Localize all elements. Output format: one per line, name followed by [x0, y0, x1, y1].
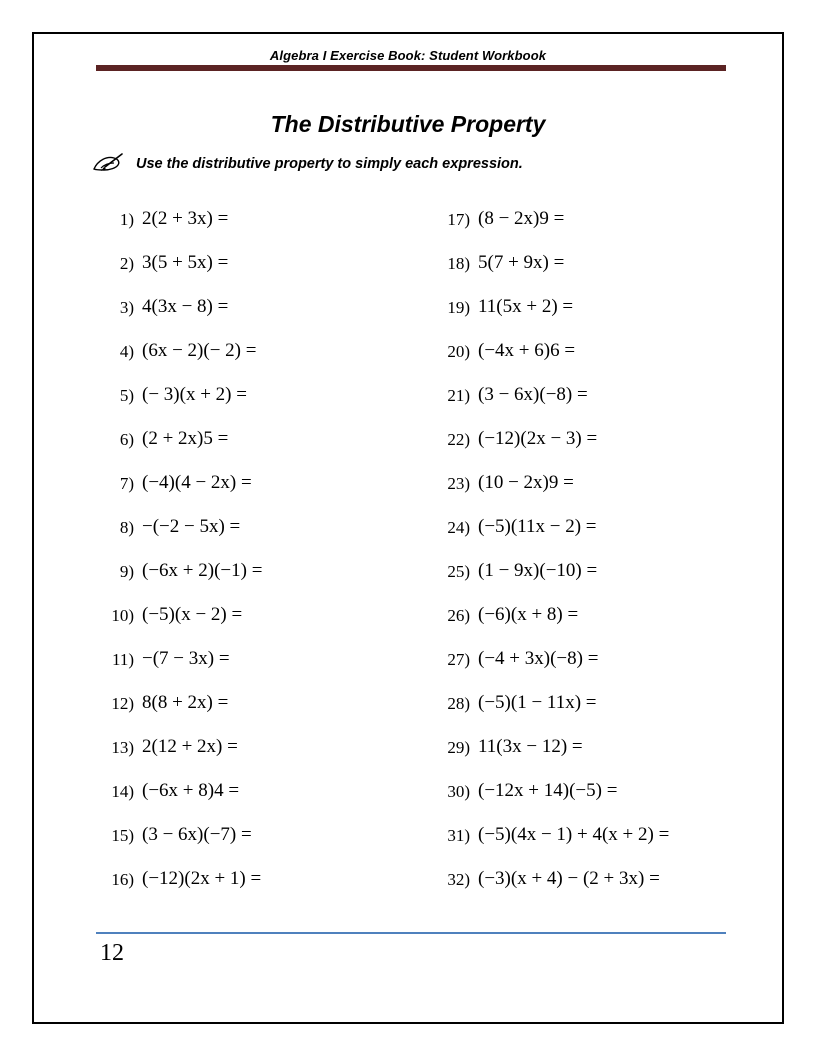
problem-expression: (−12)(2x − 3) = [478, 428, 598, 449]
problem-item [102, 253, 432, 297]
problem-expression: (−5)(x − 2) = [142, 604, 243, 625]
problem-expression: (−6)(x + 8) = [478, 604, 579, 625]
problem-item [438, 385, 768, 429]
problem-expression: 4(3x − 8) = [142, 296, 229, 317]
footer-rule [96, 932, 726, 934]
problem-item [102, 693, 432, 737]
problem-number: 31) [447, 826, 470, 845]
problem-number: 5) [119, 386, 134, 405]
problem-number: 28) [447, 694, 470, 713]
problem-expression: (−12x + 14)(−5) = [478, 780, 618, 801]
problem-number: 32) [447, 870, 470, 889]
problem-item [438, 649, 768, 693]
problem-item [438, 869, 768, 913]
problem-expression: 5(7 + 9x) = [478, 252, 565, 273]
problem-number: 14) [111, 782, 134, 801]
running-head: Algebra I Exercise Book: Student Workbook [269, 48, 547, 63]
problem-item [438, 517, 768, 561]
problem-item [102, 605, 432, 649]
problem-item [102, 561, 432, 605]
problem-number: 26) [447, 606, 470, 625]
problem-item [438, 737, 768, 781]
problem-number: 24) [447, 518, 470, 537]
header-rule [96, 65, 726, 71]
problem-item [102, 737, 432, 781]
problem-number: 30) [447, 782, 470, 801]
pen-writing-icon [92, 153, 126, 175]
problem-expression: 11(5x + 2) = [478, 296, 574, 317]
problem-item [438, 561, 768, 605]
problem-expression: (−5)(4x − 1) + 4(x + 2) = [478, 824, 670, 845]
problem-item [438, 209, 768, 253]
problem-item [102, 649, 432, 693]
problem-item [438, 693, 768, 737]
problem-number: 12) [111, 694, 134, 713]
problem-item [102, 517, 432, 561]
problem-item [438, 473, 768, 517]
problem-expression: (−3)(x + 4) − (2 + 3x) = [478, 868, 660, 889]
problem-expression: (2 + 2x)5 = [142, 428, 229, 449]
problem-number: 21) [447, 386, 470, 405]
problem-expression: 2(2 + 3x) = [142, 208, 229, 229]
problem-number: 17) [447, 210, 470, 229]
problem-column-right [438, 209, 768, 913]
problem-item [102, 297, 432, 341]
problem-item [102, 825, 432, 869]
problem-expression: (−6x + 8)4 = [142, 780, 240, 801]
problem-number: 27) [447, 650, 470, 669]
problem-number: 22) [447, 430, 470, 449]
problem-item [438, 825, 768, 869]
page-title: The Distributive Property [270, 111, 546, 138]
problem-expression: (−6x + 2)(−1) = [142, 560, 263, 581]
worksheet-page [32, 32, 784, 1024]
problem-item [102, 385, 432, 429]
problem-expression: 8(8 + 2x) = [142, 692, 229, 713]
problem-expression: (− 3)(x + 2) = [142, 384, 247, 405]
problem-number: 20) [447, 342, 470, 361]
problem-column-left [102, 209, 432, 913]
page-content [34, 34, 782, 1022]
problem-item [102, 429, 432, 473]
problem-item [102, 869, 432, 913]
problem-expression: 11(3x − 12) = [478, 736, 583, 757]
problem-expression: 2(12 + 2x) = [142, 736, 238, 757]
problem-number: 11) [111, 650, 134, 669]
problem-item [102, 781, 432, 825]
problem-expression: (1 − 9x)(−10) = [478, 560, 598, 581]
problem-item [102, 209, 432, 253]
problem-item [438, 429, 768, 473]
problem-number: 3) [119, 298, 134, 317]
problem-number: 7) [119, 474, 134, 493]
problem-number: 9) [119, 562, 134, 581]
problem-item [438, 341, 768, 385]
problem-item [438, 253, 768, 297]
problem-item [438, 605, 768, 649]
problem-number: 2) [119, 254, 134, 273]
problem-item [102, 341, 432, 385]
problem-expression: (−12)(2x + 1) = [142, 868, 262, 889]
problem-number: 23) [447, 474, 470, 493]
problem-expression: (−4 + 3x)(−8) = [478, 648, 599, 669]
problem-number: 29) [447, 738, 470, 757]
problem-expression: −(−2 − 5x) = [142, 516, 241, 537]
problem-number: 10) [111, 606, 134, 625]
problem-number: 15) [111, 826, 134, 845]
problem-number: 8) [119, 518, 134, 537]
problem-expression: (−5)(1 − 11x) = [478, 692, 597, 713]
problem-expression: (10 − 2x)9 = [478, 472, 574, 493]
problem-item [438, 781, 768, 825]
instruction-row [92, 153, 523, 175]
problem-expression: (−4)(4 − 2x) = [142, 472, 252, 493]
problem-number: 18) [447, 254, 470, 273]
problem-number: 13) [111, 738, 134, 757]
problem-expression: (−5)(11x − 2) = [478, 516, 597, 537]
problem-expression: (−4x + 6)6 = [478, 340, 576, 361]
problem-expression: (3 − 6x)(−8) = [478, 384, 588, 405]
problem-item [102, 473, 432, 517]
problem-item [438, 297, 768, 341]
problem-number: 19) [447, 298, 470, 317]
problem-number: 25) [447, 562, 470, 581]
problem-expression: (3 − 6x)(−7) = [142, 824, 252, 845]
problem-expression: (6x − 2)(− 2) = [142, 340, 257, 361]
problem-expression: 3(5 + 5x) = [142, 252, 229, 273]
problem-number: 16) [111, 870, 134, 889]
problem-number: 1) [119, 210, 134, 229]
page-number: 12 [100, 940, 124, 966]
problem-number: 6) [119, 430, 134, 449]
problem-number: 4) [119, 342, 134, 361]
problem-expression: −(7 − 3x) = [142, 648, 230, 669]
problem-expression: (8 − 2x)9 = [478, 208, 565, 229]
instruction-text: Use the distributive property to simply each expression. [136, 156, 523, 172]
